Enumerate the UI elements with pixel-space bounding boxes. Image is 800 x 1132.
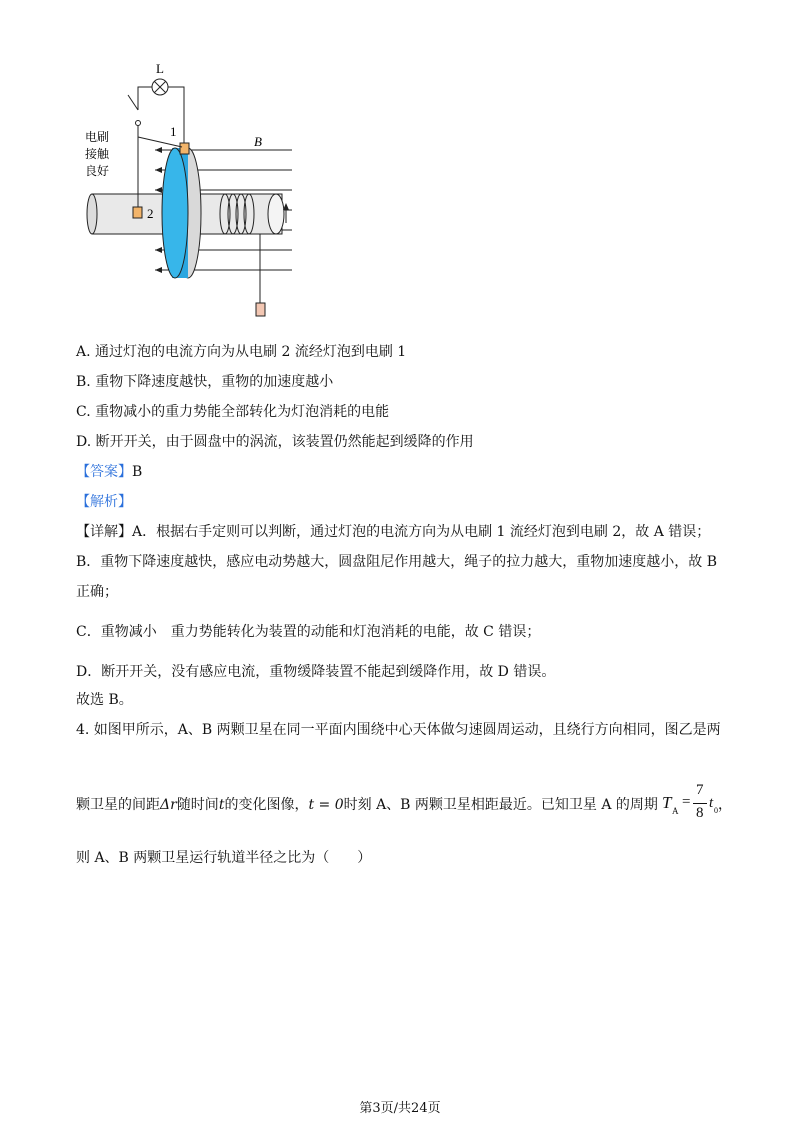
formula-T: T [662,793,672,812]
option-b: B. 重物下降速度越快，重物的加速度越小 [76,374,334,390]
option-a: A. 通过灯泡的电流方向为从电刷 2 流经灯泡到电刷 1 [76,344,407,360]
detail-conclusion: 故选 B。 [76,692,133,708]
brush-1 [180,143,189,154]
q4-text-d: 时刻 A、B 两颗卫星相距最近。已知卫星 A 的周期 [343,797,658,813]
detail-text-1: A．根据右手定则可以判断，通过灯泡的电流方向为从电刷 1 流经灯泡到电刷 2，故 A 错误； [132,524,711,540]
field-label: B [254,134,262,149]
detail-line-5: D．断开开关，没有感应电流，重物缓降装置不能起到缓降作用，故 D 错误。 [76,664,556,680]
brush-note-1: 电刷 [85,130,110,144]
q4-text-a: 颗卫星的间距 [76,797,160,813]
brush-1-label: 1 [170,124,177,139]
analysis-tag: 【解析】 [76,494,132,510]
t-zero: t = 0 [308,797,344,813]
formula-eq: = [682,794,691,810]
detail-tag: 【详解】 [76,524,132,540]
formula-num: 7 [696,782,704,798]
question4-line-1: 4. 如图甲所示，A、B 两颗卫星在同一平面内围绕中心天体做匀速圆周运动，且绕行方向相同，图乙是两 [76,722,721,738]
brush-2-label: 2 [147,206,154,221]
option-d: D. 断开开关，由于圆盘中的涡流，该装置仍然能起到缓降的作用 [76,434,474,450]
formula-T-sub: A [672,806,679,816]
brush-note-2: 接触 [85,147,110,161]
formula-tail: ， [718,798,732,813]
option-c: C. 重物减小的重力势能全部转化为灯泡消耗的电能 [76,404,390,420]
delta-r: Δr [160,797,177,813]
page-footer: 第3页/共24页 [359,1101,441,1116]
lamp-label: L [156,61,164,76]
formula-t: t [709,795,714,811]
detail-line-2: B．重物下降速度越快，感应电动势越大，圆盘阻尼作用越大，绳子的拉力越大，重物加速度越小，故 B [76,554,718,570]
detail-line-4: C．重物减小 重力势能转化为装置的动能和灯泡消耗的电能，故 C 错误； [76,624,541,640]
answer-value: B [132,464,143,480]
question4-line-2 [76,795,658,815]
formula-t-sub: 0 [714,806,718,815]
formula-den: 8 [696,805,704,821]
q4-text-c: 的变化图像， [224,797,309,813]
detail-line-3: 正确； [76,584,118,600]
answer-tag: 【答案】 [76,464,132,480]
t-var: t [218,797,225,813]
brush-note-3: 良好 [85,164,110,178]
brush-2 [133,207,142,218]
detail-line-1 [76,522,710,542]
question4-line-3: 则 A、B 两颗卫星运行轨道半径之比为（ ） [76,850,372,866]
q4-text-b: 随时间 [176,797,219,813]
weight [256,303,265,316]
answer-line [76,462,142,482]
period-formula [660,782,730,832]
metal-disc [162,148,188,278]
generator-figure [80,55,310,325]
